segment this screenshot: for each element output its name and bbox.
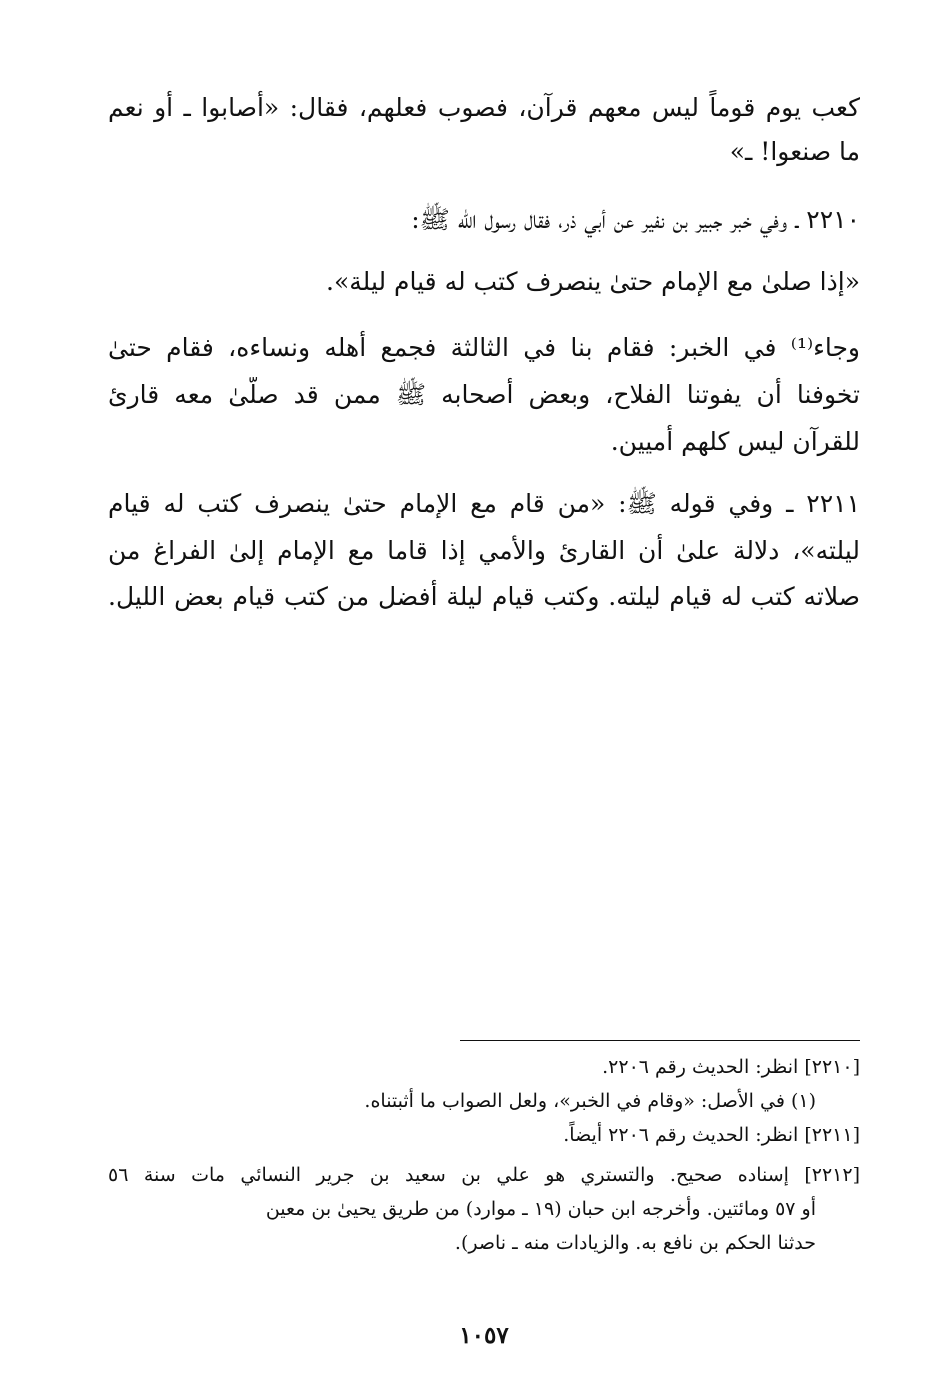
body-line: صلاته كتب له قيام ليلته. وكتب قيام ليلة أفضل من كتب قيام بعض الليل. (108, 582, 860, 611)
page-content (108, 90, 860, 1349)
hadith-2211: ٢٢١١ ـ وفي قوله ﷺ: «من قام مع الإمام حتىٰ ينصرف كتب له قيام (108, 489, 860, 518)
footnote-separator (460, 1040, 860, 1041)
hadith-2210-quote: «إذا صلىٰ مع الإمام حتىٰ ينصرف كتب له قيام ليلة». (326, 267, 860, 296)
body-line: ما صنعوا! ـ» (729, 137, 860, 166)
page-number: ١٠٥٧ (459, 1322, 509, 1349)
footnote: أو ٥٧ ومائتين. وأخرجه ابن حبان (١٩ ـ موارد) من طريق يحيىٰ بن معين (265, 1198, 816, 1220)
body-line: ليلته»، دلالة علىٰ أن القارئ والأمي إذا قاما مع الإمام إلىٰ الفراغ من (108, 536, 860, 565)
footnote: حدثنا الحكم بن نافع به. والزيادات منه ـ ناصر). (454, 1232, 816, 1254)
footnote: (١) في الأصل: «وقام في الخبر»، ولعل الصواب ما أثبتناه. (364, 1090, 816, 1112)
footnote: [٢٢١٢] إسناده صحيح. والتستري هو علي بن سعيد بن جرير النسائي مات سنة ٥٦ (108, 1164, 860, 1186)
hadith-2210: ٢٢١٠ ـ وفي خبر جبير بن نفير عن أبي ذر، فقال رسول الله ﷺ: (411, 205, 860, 234)
body-line: للقرآن ليس كلهم أميين. (610, 427, 860, 456)
body-line: وجاء⁽¹⁾ في الخبر: فقام بنا في الثالثة فجمع أهله ونساءه، فقام حتىٰ (108, 333, 860, 362)
body-line: تخوفنا أن يفوتنا الفلاح، وبعض أصحابه ﷺ ممن قد صلّىٰ معه قارئ (108, 380, 860, 409)
footnote: [٢٢١١] انظر: الحديث رقم ٢٢٠٦ أيضاً. (563, 1124, 860, 1146)
body-line: كعب يوم قوماً ليس معهم قرآن، فصوب فعلهم، فقال: «أصابوا ـ أو نعم (108, 93, 860, 122)
footnote: [٢٢١٠] انظر: الحديث رقم ٢٢٠٦. (602, 1056, 860, 1078)
